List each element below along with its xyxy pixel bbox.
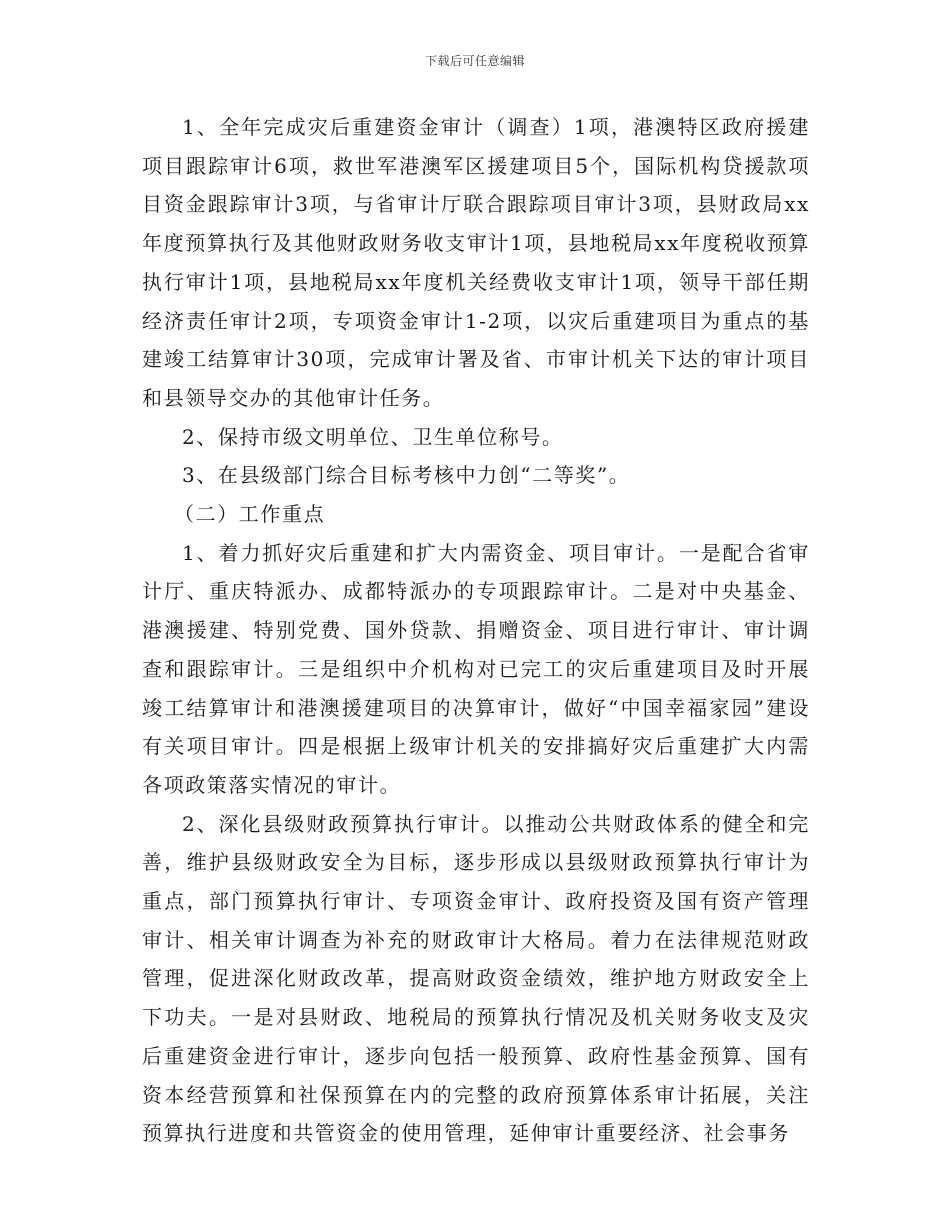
page-header: 下载后可任意编辑: [424, 54, 525, 68]
document-body: [142, 108, 810, 1153]
paragraph-reconstruction-audit: 1、着力抓好灾后重建和扩大内需资金、项目审计。一是配合省审计厅、重庆特派办、成都特派办的专项跟踪审计。二是对中央基金、港澳援建、特别党费、国外贷款、捐赠资金、项目进行审计、审计调查和跟踪审计。三是组织中介机构对已完工的灾后重建项目及时开展竣工结算审计和港澳援建项目的决算审计，做好“中国幸福家园”建设有关项目审计。四是根据上级审计机关的安排搞好灾后重建扩大内需各项政策落实情况的审计。: [142, 540, 810, 797]
paragraph-assessment-goal: 3、在县级部门综合目标考核中力创“二等奖”。: [182, 463, 631, 488]
section-heading-work-focus: （二）工作重点: [174, 502, 326, 527]
paragraph-budget-execution-audit: 2、深化县级财政预算执行审计。以推动公共财政体系的健全和完善，维护县级财政安全为目标，逐步形成以县级财政预算执行审计为重点，部门预算执行审计、专项资金审计、政府投资及国有资产管理审计、相关审计调查为补充的财政审计大格局。着力在法律规范财政管理，促进深化财政改革，提高财政资金绩效，维护地方财政安全上下功夫。一是对县财政、地税局的预算执行情况及机关财务收支及灾后重建资金进行审计，逐步向包括一般预算、政府性基金预算、国有资本经营预算和社保预算在内的完整的政府预算体系审计拓展，关注预算执行进度和共管资金的使用管理，延伸审计重要经济、社会事务: [142, 811, 810, 1146]
paragraph-annual-targets: 1、全年完成灾后重建资金审计（调查）1项，港澳特区政府援建项目跟踪审计6项，救世军港澳军区援建项目5个，国际机构贷援款项目资金跟踪审计3项，与省审计厅联合跟踪项目审计3项，县财政局xx年度预算执行及其他财政财务收支审计1项，县地税局xx年度税收预算执行审计1项，县地税局xx年度机关经费收支审计1项，领导干部任期经济责任审计2项，专项资金审计1-2项，以灾后重建项目为重点的基建竣工结算审计30项，完成审计署及省、市审计机关下达的审计项目和县领导交办的其他审计任务。: [142, 115, 810, 410]
paragraph-civilized-unit: 2、保持市级文明单位、卫生单位称号。: [182, 424, 564, 449]
